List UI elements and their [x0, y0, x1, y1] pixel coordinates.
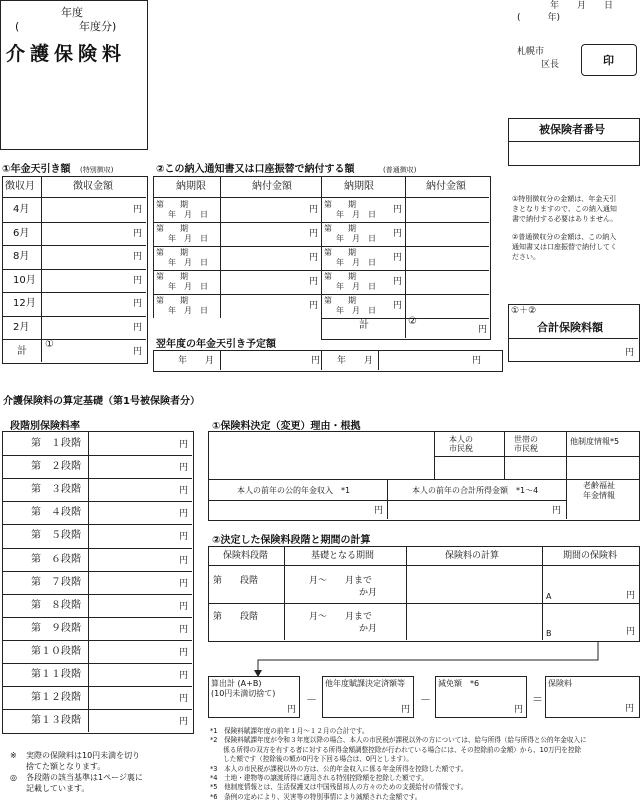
grand-total-yen: 円	[625, 348, 635, 358]
pension-total-mark: ①	[45, 339, 54, 350]
footnote-left-text: 捨てた額となります。	[26, 762, 106, 771]
billing-yen-left: 円	[309, 229, 319, 239]
stage-yen: 円	[179, 647, 189, 658]
subtotal-note: (10円未満切捨て)	[211, 689, 276, 698]
next-year-title: 翌年度の年金天引き予定額	[156, 339, 276, 350]
billing-term-right: 第 期	[324, 272, 356, 281]
billing-amount-field[interactable]	[406, 294, 489, 318]
pension-month: 8月	[13, 251, 30, 262]
footnote-left-text: 各段階の該当基準は1ページ裏に	[26, 773, 143, 782]
row-divider	[3, 709, 192, 710]
pension-income-header: 本人の前年の公的年金収入 *1	[237, 486, 351, 495]
stage-yen: 円	[179, 601, 189, 612]
issuer-title: 区長	[541, 60, 560, 70]
billing-yen-left: 円	[309, 277, 319, 287]
subtotal-label: 算出計 (A+B)	[211, 679, 262, 688]
issue-era: ( 年)	[517, 13, 561, 23]
next-year-table	[153, 350, 503, 372]
footnote-right-line: *4 土地・建物等の譲渡所得に適用される特別控除額を控除した額です。	[210, 774, 428, 782]
official-seal	[581, 44, 637, 76]
row-divider	[3, 548, 192, 549]
side-note-2-line: 通知書又は口座振替で納付してく	[512, 243, 617, 251]
footnote-left-mark: ※	[10, 751, 17, 760]
billing-term-right-date: 年 月 日	[336, 306, 376, 315]
insured-number-field[interactable]	[509, 142, 639, 165]
billing-term-left-date: 年 月 日	[168, 306, 208, 315]
row-divider	[3, 571, 192, 572]
household-tax-header: 世帯の 市民税	[514, 435, 538, 453]
billing-yen-left: 円	[309, 205, 319, 215]
calc-calc-header: 保険料の計算	[445, 551, 500, 561]
pension-amount-field[interactable]	[42, 245, 146, 269]
self-tax-header: 本人の 市民税	[449, 435, 473, 453]
stage-label: 第 １段階	[31, 438, 81, 449]
stage-label: 第 ７段階	[31, 576, 81, 588]
grand-total-label: 合計保険料額	[537, 321, 603, 334]
billing-term-right-date: 年 月 日	[336, 234, 376, 243]
pension-month: 4月	[13, 204, 30, 215]
calc-table	[208, 546, 640, 642]
stage-yen: 円	[179, 486, 189, 497]
next-year-yen-1: 円	[311, 356, 321, 366]
pension-yen: 円	[133, 228, 143, 239]
stage-yen: 円	[179, 532, 189, 543]
calc-stage-header: 保険料段階	[223, 551, 269, 561]
billing-amount-field[interactable]	[221, 294, 321, 318]
stage-label: 第 ２段階	[31, 461, 81, 473]
billing-amount-field[interactable]	[221, 198, 321, 222]
billing-term-left: 第 期	[156, 272, 188, 281]
other-year-yen: 円	[401, 705, 411, 715]
issue-date: 年 月 日	[550, 1, 614, 11]
stage-label: 第１２段階	[31, 692, 81, 704]
calc-row-b: B	[546, 629, 552, 638]
footnote-left-text: 実際の保険料は10円未満を切り	[26, 751, 141, 760]
reason-title: ①保険料決定（変更）理由・根拠	[212, 421, 361, 432]
billing-title: ②この納入通知書又は口座振替で納付する額	[156, 164, 355, 175]
next-year-month-2: 年 月	[337, 356, 374, 366]
title-box	[0, 0, 148, 150]
billing-term-left-date: 年 月 日	[168, 282, 208, 291]
minus-2: －	[420, 693, 431, 706]
calc-row1-stage: 第 段階	[213, 576, 259, 586]
calc-row1-period: 月～ 月まで	[309, 576, 373, 586]
col-amount-header-2: 納付金額	[426, 181, 466, 192]
footnote-left-mark: ◎	[10, 773, 17, 782]
pension-yen: 円	[133, 275, 143, 286]
billing-total-label: 計	[359, 320, 369, 331]
stage-label: 第 ８段階	[31, 599, 81, 611]
row-divider	[3, 640, 192, 641]
pension-income-yen: 円	[374, 506, 384, 516]
billing-yen-right: 円	[393, 229, 403, 239]
billing-term-right-date: 年 月 日	[336, 210, 376, 219]
calc-row2-stage: 第 段階	[213, 612, 259, 622]
calc-row2-yen: 円	[626, 627, 636, 637]
footnote-right-line: *3 本人の市民税が課税以外の方は、公的年金収入に係る年金所得を控除した額です。	[210, 764, 468, 773]
pension-amount-field[interactable]	[42, 198, 146, 222]
other-system-header: 他制度情報*5	[570, 437, 620, 446]
col-month-header: 徴収月	[5, 181, 35, 192]
welfare-header: 老齢福祉 年金情報	[583, 481, 615, 500]
premium-label: 保険料	[548, 679, 572, 688]
stage-yen: 円	[179, 717, 189, 728]
billing-amount-field[interactable]	[406, 198, 489, 222]
other-year-box	[322, 676, 414, 718]
row-divider	[3, 617, 192, 618]
subtotal-yen: 円	[287, 705, 297, 715]
page-title: 介護保険料	[6, 43, 127, 65]
billing-amount-field[interactable]	[406, 246, 489, 270]
calc-connector	[208, 640, 640, 680]
billing-yen-right: 円	[393, 253, 403, 263]
billing-term-right-date: 年 月 日	[336, 258, 376, 267]
side-note-2-line: ださい。	[512, 253, 540, 261]
billing-yen-left: 円	[309, 253, 319, 263]
billing-term-left-date: 年 月 日	[168, 210, 208, 219]
billing-amount-field[interactable]	[221, 222, 321, 246]
stage-yen: 円	[179, 555, 189, 566]
col-amount-header-1: 納付金額	[252, 181, 292, 192]
year-portion-open: (	[15, 20, 20, 33]
billing-total-row	[321, 316, 491, 340]
pension-month: 10月	[13, 274, 36, 286]
grand-total-box	[508, 304, 640, 362]
stage-label: 第 ５段階	[31, 530, 81, 542]
side-note-1-line: 書で納付する必要はありません。	[512, 215, 618, 223]
calc-row1-months: か月	[359, 588, 378, 598]
col-deadline-header-1: 納期限	[176, 181, 206, 192]
row-divider	[3, 339, 146, 340]
stage-label: 第 ３段階	[31, 484, 81, 496]
equals-sign: ＝	[532, 693, 543, 706]
stage-yen: 円	[179, 624, 189, 635]
side-note-2-line: ②普通徴収分の金額は、この納入	[512, 233, 617, 241]
row-divider	[3, 478, 192, 479]
stage-yen: 円	[179, 463, 189, 474]
stage-rate-table	[2, 431, 194, 734]
billing-yen-right: 円	[393, 301, 403, 311]
row-divider	[3, 501, 192, 502]
footnote-right-line: *1 保険料賦課年度の前年１月～１２月の合計です。	[210, 727, 369, 735]
next-year-month-1: 年 月	[178, 356, 215, 366]
basis-title: 介護保険料の算定基礎（第1号被保険者分）	[3, 396, 200, 407]
billing-term-right: 第 期	[324, 224, 356, 233]
pension-amount-field[interactable]	[42, 222, 146, 246]
issuer-city: 札幌市	[517, 47, 545, 57]
year-label: 年度	[61, 6, 83, 19]
billing-term-right-date: 年 月 日	[336, 282, 376, 291]
calc-period-header: 基礎となる期間	[311, 551, 375, 561]
calc-title: ②決定した保険料段階と期間の計算	[212, 535, 371, 546]
pension-yen: 円	[133, 322, 143, 333]
billing-amount-field[interactable]	[221, 246, 321, 270]
pension-title: ①年金天引き額	[2, 164, 71, 175]
col-deadline-header-2: 納期限	[344, 181, 374, 192]
reduction-box	[435, 676, 527, 718]
rates-title: 段階別保険料率	[10, 421, 80, 432]
row-divider	[3, 686, 192, 687]
stage-yen: 円	[179, 509, 189, 520]
footnote-right-line: 係る所得の双方を有する者に対する所得金額調整控除が行われている場合には、その控除前の金額）から、10万円を控除	[210, 745, 582, 754]
minus-1: －	[306, 693, 317, 706]
pension-amount-field[interactable]	[42, 316, 146, 340]
billing-term-right: 第 期	[324, 296, 356, 305]
billing-term-right: 第 期	[324, 248, 356, 257]
billing-yen-left: 円	[309, 301, 319, 311]
row-divider	[3, 594, 192, 595]
insured-number-box	[508, 118, 640, 166]
billing-term-left: 第 期	[156, 296, 188, 305]
billing-term-left: 第 期	[156, 224, 188, 233]
stage-yen: 円	[179, 694, 189, 705]
calc-fee-header: 期間の保険料	[563, 551, 618, 561]
other-year-label: 他年度賦課決定済額等	[325, 679, 405, 688]
footnote-left-text: 記載しています。	[26, 784, 90, 793]
calc-row-a: A	[546, 592, 552, 601]
reduction-label: 減免額 *6	[438, 679, 480, 688]
billing-amount-field[interactable]	[406, 270, 489, 294]
reason-table	[208, 431, 640, 521]
seal-text: 印	[603, 54, 614, 67]
billing-subtitle: (普通徴収)	[383, 166, 417, 174]
billing-term-right: 第 期	[324, 200, 356, 209]
pension-amount-field[interactable]	[42, 269, 146, 293]
pension-yen: 円	[133, 252, 143, 262]
grand-total-mark: ①＋②	[511, 306, 537, 316]
next-year-yen-2: 円	[472, 356, 482, 366]
pension-amount-field[interactable]	[42, 292, 146, 316]
row-divider	[3, 455, 192, 456]
calc-row1-yen: 円	[626, 591, 636, 601]
footnote-right-line: した額です（控除後の額が0円を下回る場合は、0円とします）。	[210, 755, 413, 764]
billing-amount-field[interactable]	[406, 222, 489, 246]
pension-month: 6月	[13, 227, 30, 239]
pension-yen: 円	[133, 299, 143, 309]
footnote-right-line: *5 他制度情報とは、生活保護又は中国残留邦人の方々のための支援給付の情報です。	[210, 783, 468, 792]
calc-row2-months: か月	[359, 624, 378, 634]
billing-total-mark: ②	[408, 316, 417, 327]
calc-row2-period: 月～ 月まで	[309, 612, 373, 622]
premium-yen: 円	[625, 704, 635, 714]
pension-subtitle: (特別徴収)	[80, 166, 114, 174]
pension-table	[2, 176, 148, 364]
billing-term-left: 第 期	[156, 248, 188, 257]
billing-total-yen: 円	[478, 325, 488, 335]
premium-box	[545, 676, 640, 718]
total-income-header: 本人の前年の合計所得金額 *1～4	[412, 486, 539, 495]
stage-label: 第１１段階	[31, 669, 81, 680]
stage-label: 第 ６段階	[31, 553, 81, 565]
billing-amount-field[interactable]	[221, 270, 321, 294]
side-note-1-line: きとなりますので、この納入通知	[512, 205, 617, 213]
stage-label: 第 ９段階	[31, 622, 81, 634]
reduction-yen: 円	[514, 705, 524, 715]
pension-month: 12月	[13, 298, 36, 309]
stage-yen: 円	[179, 671, 189, 681]
billing-yen-right: 円	[393, 277, 403, 287]
side-note-1-line: ①特別徴収分の金額は、年金天引	[512, 195, 617, 203]
pension-total-label: 計	[17, 346, 27, 357]
billing-term-left-date: 年 月 日	[168, 258, 208, 267]
col-amount-header: 徴収金額	[73, 181, 113, 192]
total-income-yen: 円	[552, 506, 562, 516]
row-divider	[3, 663, 192, 664]
pension-total-yen: 円	[133, 347, 143, 357]
billing-term-left: 第 期	[156, 200, 188, 209]
pension-month: 2月	[13, 321, 30, 333]
row-divider	[3, 524, 192, 525]
stage-label: 第１３段階	[31, 715, 81, 727]
stage-yen: 円	[179, 578, 189, 589]
footnote-right-line: *6 条例の定めにより、災害等の特別事情により減額された金額です。	[210, 792, 422, 801]
billing-term-left-date: 年 月 日	[168, 234, 208, 243]
stage-label: 第１０段階	[31, 645, 81, 657]
subtotal-box	[208, 676, 300, 718]
stage-label: 第 ４段階	[31, 507, 81, 519]
footnote-right-line: *2 保険料賦課年度が令和３年度以降の場合、本人の市民税が課税以外の方については、給与所得（給与所得と公的年金収入に	[210, 736, 587, 745]
insured-number-label: 被保険者番号	[539, 123, 605, 136]
pension-yen: 円	[133, 205, 143, 215]
stage-yen: 円	[179, 440, 189, 450]
year-portion-label: 年度分)	[79, 20, 117, 33]
billing-yen-right: 円	[393, 205, 403, 215]
